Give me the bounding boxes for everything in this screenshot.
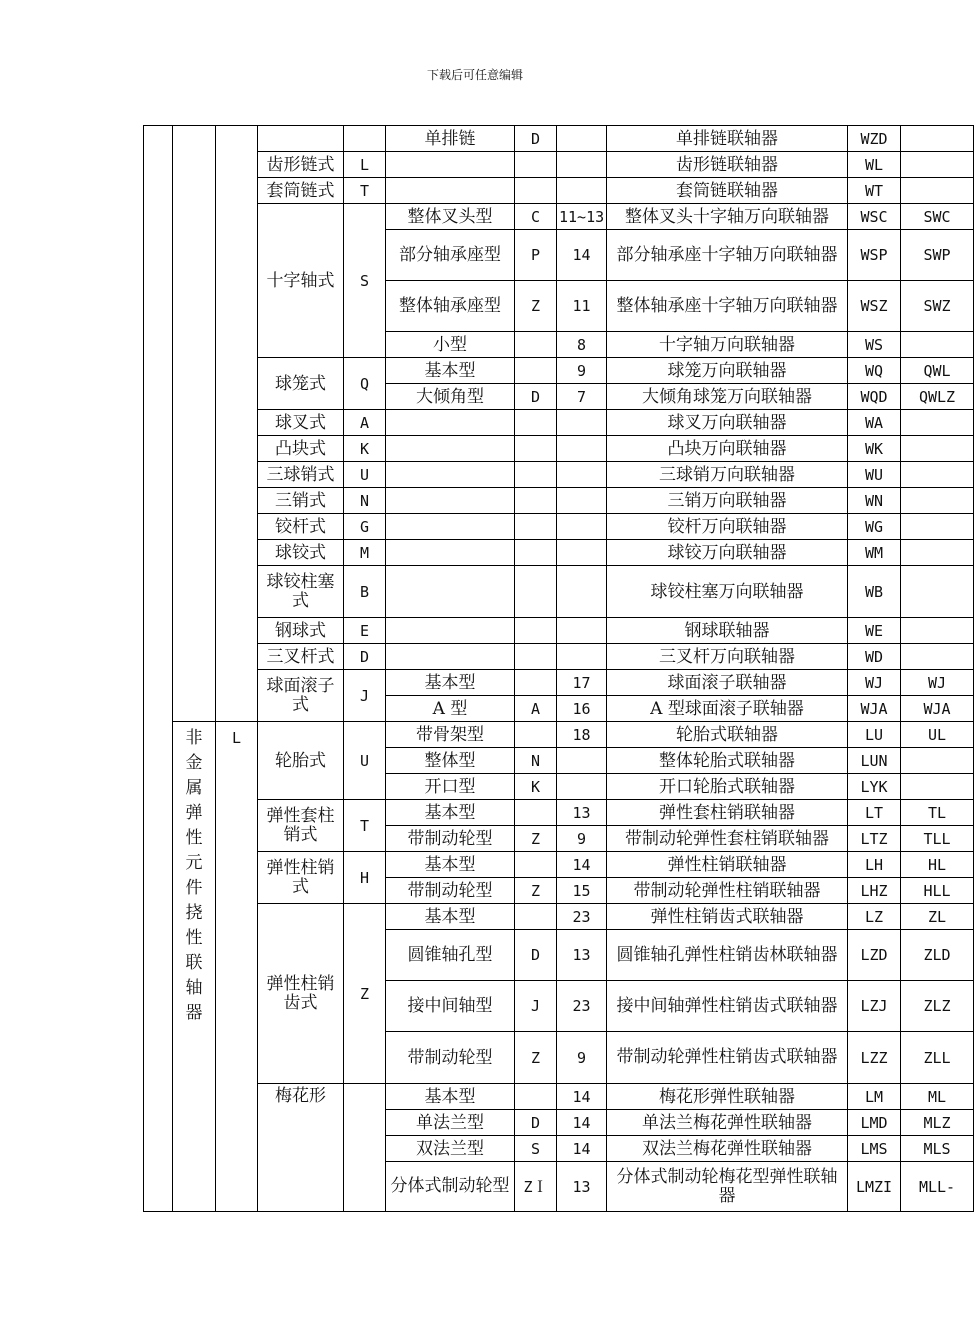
type-code-cell: N — [344, 488, 386, 514]
old-code-cell: ZLD — [901, 930, 974, 981]
subtype-code-cell: Z — [515, 281, 557, 332]
type-code-cell: G — [344, 514, 386, 540]
table-row — [144, 514, 974, 540]
old-code-cell: WJA — [901, 696, 974, 722]
new-code-cell: LUN — [848, 748, 901, 774]
table-row — [144, 904, 974, 930]
subtype-code-cell — [515, 852, 557, 878]
type-cell: 三销式 — [258, 488, 344, 514]
type-code-cell: L — [344, 152, 386, 178]
table-row — [144, 488, 974, 514]
subtype-cell: 基本型 — [386, 1084, 515, 1110]
subtype-cell: 大倾角型 — [386, 384, 515, 410]
name-cell: 整体叉头十字轴万向联轴器 — [607, 204, 848, 230]
name-cell: 整体轴承座十字轴万向联轴器 — [607, 281, 848, 332]
subtype-cell: 基本型 — [386, 358, 515, 384]
std-cell — [557, 488, 607, 514]
type-cell: 弹性套柱销式 — [258, 800, 344, 852]
type-cell: 十字轴式 — [258, 204, 344, 358]
std-cell: 14 — [557, 230, 607, 281]
subtype-code-cell — [515, 410, 557, 436]
type-cell: 球铰柱塞式 — [258, 566, 344, 618]
old-code-cell: MLZ — [901, 1110, 974, 1136]
subtype-code-cell: A — [515, 696, 557, 722]
std-cell: 23 — [557, 904, 607, 930]
std-cell: 11 — [557, 281, 607, 332]
old-code-cell — [901, 332, 974, 358]
subtype-code-cell — [515, 514, 557, 540]
name-cell: 梅花形弹性联轴器 — [607, 1084, 848, 1110]
old-code-cell: ZL — [901, 904, 974, 930]
type-code-cell — [344, 126, 386, 152]
old-code-cell — [901, 462, 974, 488]
old-code-cell: TL — [901, 800, 974, 826]
subtype-cell: 开口型 — [386, 774, 515, 800]
type-code-cell: Z — [344, 904, 386, 1084]
subtype-cell — [386, 462, 515, 488]
subtype-cell: 基本型 — [386, 670, 515, 696]
subtype-code-cell — [515, 566, 557, 618]
new-code-cell: LT — [848, 800, 901, 826]
std-cell — [557, 436, 607, 462]
table-row — [144, 462, 974, 488]
new-code-cell: WSP — [848, 230, 901, 281]
type-cell: 三球销式 — [258, 462, 344, 488]
name-cell: 三球销万向联轴器 — [607, 462, 848, 488]
subtype-code-cell — [515, 644, 557, 670]
subtype-cell — [386, 618, 515, 644]
type-code-cell: T — [344, 178, 386, 204]
name-cell: 弹性柱销联轴器 — [607, 852, 848, 878]
type-cell: 梅花形 — [258, 1084, 344, 1212]
std-cell: 9 — [557, 1032, 607, 1084]
table-row — [144, 358, 974, 384]
type-cell: 凸块式 — [258, 436, 344, 462]
subtype-cell: 整体型 — [386, 748, 515, 774]
std-cell: 16 — [557, 696, 607, 722]
old-code-cell: HL — [901, 852, 974, 878]
subtype-cell: 带制动轮型 — [386, 878, 515, 904]
name-cell: 开口轮胎式联轴器 — [607, 774, 848, 800]
std-cell: 14 — [557, 1084, 607, 1110]
new-code-cell: WE — [848, 618, 901, 644]
new-code-cell: LH — [848, 852, 901, 878]
subtype-cell: 带制动轮型 — [386, 1032, 515, 1084]
new-code-cell: WM — [848, 540, 901, 566]
subtype-cell: 基本型 — [386, 800, 515, 826]
old-code-cell — [901, 618, 974, 644]
name-cell: 球铰柱塞万向联轴器 — [607, 566, 848, 618]
name-cell: 三销万向联轴器 — [607, 488, 848, 514]
new-code-cell: WSZ — [848, 281, 901, 332]
subtype-cell — [386, 488, 515, 514]
type-cell: 弹性柱销式 — [258, 852, 344, 904]
std-cell — [557, 514, 607, 540]
new-code-cell: LMZI — [848, 1162, 901, 1212]
subtype-code-cell: D — [515, 384, 557, 410]
old-code-cell: MLS — [901, 1136, 974, 1162]
table-row — [144, 126, 974, 152]
type-cell: 齿形链式 — [258, 152, 344, 178]
std-cell: 18 — [557, 722, 607, 748]
name-cell: 套筒链联轴器 — [607, 178, 848, 204]
new-code-cell: LM — [848, 1084, 901, 1110]
type-cell: 球铰式 — [258, 540, 344, 566]
table-row — [144, 1084, 974, 1110]
std-cell: 13 — [557, 930, 607, 981]
category-col-2-upper — [173, 126, 216, 722]
std-cell: 14 — [557, 1136, 607, 1162]
subtype-code-cell: Z — [515, 826, 557, 852]
name-cell: A 型球面滚子联轴器 — [607, 696, 848, 722]
old-code-cell: MLL- — [901, 1162, 974, 1212]
old-code-cell — [901, 514, 974, 540]
old-code-cell — [901, 152, 974, 178]
old-code-cell: ML — [901, 1084, 974, 1110]
new-code-cell: WJA — [848, 696, 901, 722]
subtype-code-cell: S — [515, 1136, 557, 1162]
old-code-cell: SWP — [901, 230, 974, 281]
subtype-code-cell — [515, 540, 557, 566]
name-cell: 球铰万向联轴器 — [607, 540, 848, 566]
std-cell: 23 — [557, 981, 607, 1032]
type-code-cell: E — [344, 618, 386, 644]
name-cell: 三叉杆万向联轴器 — [607, 644, 848, 670]
new-code-cell: LHZ — [848, 878, 901, 904]
subtype-code-cell — [515, 904, 557, 930]
subtype-cell: 带骨架型 — [386, 722, 515, 748]
old-code-cell: SWC — [901, 204, 974, 230]
new-code-cell: WD — [848, 644, 901, 670]
new-code-cell: LYK — [848, 774, 901, 800]
std-cell — [557, 178, 607, 204]
subtype-cell — [386, 152, 515, 178]
old-code-cell: ZLL — [901, 1032, 974, 1084]
category-col-3-upper — [216, 126, 258, 722]
old-code-cell — [901, 410, 974, 436]
name-cell: 整体轮胎式联轴器 — [607, 748, 848, 774]
old-code-cell: QWL — [901, 358, 974, 384]
old-code-cell: UL — [901, 722, 974, 748]
table-row — [144, 178, 974, 204]
old-code-cell: HLL — [901, 878, 974, 904]
subtype-cell: 圆锥轴孔型 — [386, 930, 515, 981]
new-code-cell: WT — [848, 178, 901, 204]
name-cell: 双法兰梅花弹性联轴器 — [607, 1136, 848, 1162]
std-cell: 9 — [557, 826, 607, 852]
name-cell: 铰杆万向联轴器 — [607, 514, 848, 540]
old-code-cell: SWZ — [901, 281, 974, 332]
subtype-cell: A 型 — [386, 696, 515, 722]
type-code-cell: J — [344, 670, 386, 722]
std-cell — [557, 618, 607, 644]
subtype-cell: 基本型 — [386, 852, 515, 878]
subtype-cell — [386, 436, 515, 462]
std-cell: 15 — [557, 878, 607, 904]
name-cell: 单法兰梅花弹性联轴器 — [607, 1110, 848, 1136]
subtype-cell: 单法兰型 — [386, 1110, 515, 1136]
table-row — [144, 722, 974, 748]
type-code-cell: T — [344, 800, 386, 852]
table-row — [144, 852, 974, 878]
subtype-cell: 部分轴承座型 — [386, 230, 515, 281]
subtype-code-cell — [515, 358, 557, 384]
subtype-code-cell: Z — [515, 1032, 557, 1084]
type-cell: 钢球式 — [258, 618, 344, 644]
subtype-code-cell — [515, 1084, 557, 1110]
subtype-cell — [386, 644, 515, 670]
type-code-cell: B — [344, 566, 386, 618]
type-cell: 轮胎式 — [258, 722, 344, 800]
subtype-code-cell: D — [515, 1110, 557, 1136]
new-code-cell: LU — [848, 722, 901, 748]
old-code-cell: ZLZ — [901, 981, 974, 1032]
std-cell — [557, 126, 607, 152]
subtype-cell: 基本型 — [386, 904, 515, 930]
subtype-cell — [386, 178, 515, 204]
name-cell: 钢球联轴器 — [607, 618, 848, 644]
type-cell: 铰杆式 — [258, 514, 344, 540]
table-row — [144, 644, 974, 670]
old-code-cell — [901, 644, 974, 670]
name-cell: 接中间轴弹性柱销齿式联轴器 — [607, 981, 848, 1032]
type-code-cell: A — [344, 410, 386, 436]
std-cell: 11~13 — [557, 204, 607, 230]
subtype-code-cell: D — [515, 930, 557, 981]
new-code-cell: WG — [848, 514, 901, 540]
subtype-code-cell — [515, 722, 557, 748]
subtype-cell: 单排链 — [386, 126, 515, 152]
subtype-cell — [386, 566, 515, 618]
std-cell: 17 — [557, 670, 607, 696]
subtype-code-cell: K — [515, 774, 557, 800]
new-code-cell: WQD — [848, 384, 901, 410]
name-cell: 弹性柱销齿式联轴器 — [607, 904, 848, 930]
subtype-code-cell: J — [515, 981, 557, 1032]
old-code-cell: QWLZ — [901, 384, 974, 410]
subtype-cell: 双法兰型 — [386, 1136, 515, 1162]
table-row — [144, 540, 974, 566]
std-cell: 9 — [557, 358, 607, 384]
table-row — [144, 410, 974, 436]
type-cell: 弹性柱销齿式 — [258, 904, 344, 1084]
new-code-cell: LTZ — [848, 826, 901, 852]
new-code-cell: WN — [848, 488, 901, 514]
table-row — [144, 152, 974, 178]
subtype-code-cell — [515, 488, 557, 514]
subtype-code-cell — [515, 462, 557, 488]
type-code-cell: Q — [344, 358, 386, 410]
subtype-cell — [386, 540, 515, 566]
name-cell: 带制动轮弹性套柱销联轴器 — [607, 826, 848, 852]
type-code-cell: K — [344, 436, 386, 462]
subtype-cell: 接中间轴型 — [386, 981, 515, 1032]
page-header: 下载后可任意编辑 — [426, 68, 523, 82]
name-cell: 分体式制动轮梅花型弹性联轴器 — [607, 1162, 848, 1212]
table-row — [144, 800, 974, 826]
type-cell: 球笼式 — [258, 358, 344, 410]
new-code-cell: LZJ — [848, 981, 901, 1032]
std-cell — [557, 462, 607, 488]
type-cell: 套筒链式 — [258, 178, 344, 204]
new-code-cell: WK — [848, 436, 901, 462]
name-cell: 球面滚子联轴器 — [607, 670, 848, 696]
name-cell: 部分轴承座十字轴万向联轴器 — [607, 230, 848, 281]
subtype-cell: 分体式制动轮型 — [386, 1162, 515, 1212]
group-name-text: 非金属弹性元件挠性联轴器 — [185, 728, 203, 1023]
table-row — [144, 618, 974, 644]
type-code-cell: D — [344, 644, 386, 670]
std-cell: 13 — [557, 1162, 607, 1212]
std-cell — [557, 152, 607, 178]
std-cell — [557, 566, 607, 618]
name-cell: 带制动轮弹性柱销联轴器 — [607, 878, 848, 904]
old-code-cell — [901, 488, 974, 514]
subtype-cell: 带制动轮型 — [386, 826, 515, 852]
subtype-code-cell: P — [515, 230, 557, 281]
old-code-cell — [901, 774, 974, 800]
subtype-code-cell: Z — [515, 878, 557, 904]
std-cell — [557, 774, 607, 800]
group-code-cell: L — [216, 722, 258, 1212]
subtype-code-cell — [515, 800, 557, 826]
subtype-code-cell — [515, 670, 557, 696]
subtype-code-cell: N — [515, 748, 557, 774]
type-code-cell: M — [344, 540, 386, 566]
name-cell: 单排链联轴器 — [607, 126, 848, 152]
type-cell: 三叉杆式 — [258, 644, 344, 670]
new-code-cell: WQ — [848, 358, 901, 384]
type-cell: 球面滚子式 — [258, 670, 344, 722]
type-code-cell: S — [344, 204, 386, 358]
std-cell — [557, 644, 607, 670]
name-cell: 弹性套柱销联轴器 — [607, 800, 848, 826]
new-code-cell: WU — [848, 462, 901, 488]
std-cell: 14 — [557, 1110, 607, 1136]
name-cell: 圆锥轴孔弹性柱销齿林联轴器 — [607, 930, 848, 981]
std-cell: 13 — [557, 800, 607, 826]
subtype-code-cell: D — [515, 126, 557, 152]
std-cell — [557, 540, 607, 566]
subtype-code-cell: ZＩ — [515, 1162, 557, 1212]
table-row — [144, 566, 974, 618]
new-code-cell: WZD — [848, 126, 901, 152]
std-cell: 8 — [557, 332, 607, 358]
old-code-cell: TLL — [901, 826, 974, 852]
type-code-cell: H — [344, 852, 386, 904]
new-code-cell: WS — [848, 332, 901, 358]
name-cell: 球叉万向联轴器 — [607, 410, 848, 436]
new-code-cell: WA — [848, 410, 901, 436]
subtype-cell: 小型 — [386, 332, 515, 358]
old-code-cell — [901, 540, 974, 566]
subtype-cell: 整体叉头型 — [386, 204, 515, 230]
type-cell: 球叉式 — [258, 410, 344, 436]
old-code-cell — [901, 126, 974, 152]
old-code-cell: WJ — [901, 670, 974, 696]
std-cell — [557, 410, 607, 436]
table-row — [144, 204, 974, 230]
type-code-cell: U — [344, 722, 386, 800]
new-code-cell: LZZ — [848, 1032, 901, 1084]
subtype-code-cell — [515, 152, 557, 178]
table-row — [144, 436, 974, 462]
new-code-cell: WJ — [848, 670, 901, 696]
new-code-cell: WSC — [848, 204, 901, 230]
subtype-cell: 整体轴承座型 — [386, 281, 515, 332]
subtype-code-cell: C — [515, 204, 557, 230]
group-name-cell — [173, 722, 216, 1212]
new-code-cell: WL — [848, 152, 901, 178]
new-code-cell: LMD — [848, 1110, 901, 1136]
old-code-cell — [901, 436, 974, 462]
std-cell — [557, 748, 607, 774]
subtype-code-cell — [515, 436, 557, 462]
name-cell: 球笼万向联轴器 — [607, 358, 848, 384]
subtype-cell — [386, 514, 515, 540]
old-code-cell — [901, 748, 974, 774]
table-row — [144, 670, 974, 696]
old-code-cell — [901, 566, 974, 618]
category-col-1 — [144, 126, 173, 1212]
std-cell: 14 — [557, 852, 607, 878]
name-cell: 大倾角球笼万向联轴器 — [607, 384, 848, 410]
subtype-cell — [386, 410, 515, 436]
coupling-spec-table — [143, 125, 974, 1212]
type-code-cell: U — [344, 462, 386, 488]
type-cell — [258, 126, 344, 152]
name-cell: 齿形链联轴器 — [607, 152, 848, 178]
type-code-cell — [344, 1084, 386, 1212]
new-code-cell: LZ — [848, 904, 901, 930]
name-cell: 轮胎式联轴器 — [607, 722, 848, 748]
name-cell: 凸块万向联轴器 — [607, 436, 848, 462]
new-code-cell: LZD — [848, 930, 901, 981]
old-code-cell — [901, 178, 974, 204]
subtype-code-cell — [515, 618, 557, 644]
name-cell: 带制动轮弹性柱销齿式联轴器 — [607, 1032, 848, 1084]
subtype-code-cell — [515, 178, 557, 204]
subtype-code-cell — [515, 332, 557, 358]
new-code-cell: LMS — [848, 1136, 901, 1162]
new-code-cell: WB — [848, 566, 901, 618]
name-cell: 十字轴万向联轴器 — [607, 332, 848, 358]
std-cell: 7 — [557, 384, 607, 410]
